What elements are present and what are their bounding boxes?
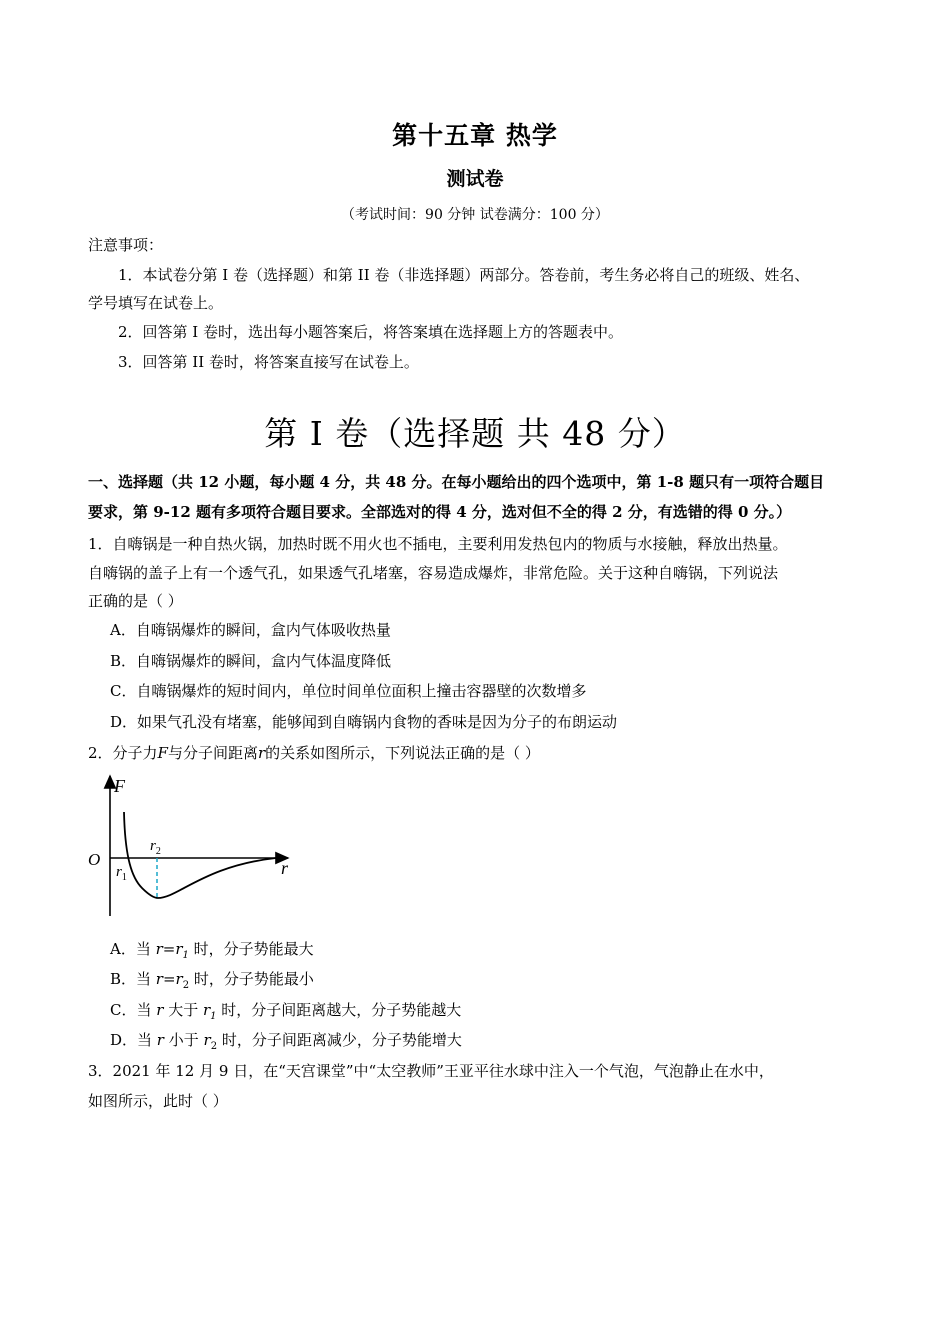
y-axis-label: F xyxy=(114,776,125,796)
chapter-title: 第十五章 热学 xyxy=(392,121,558,150)
note-item: 3．回答第 II 卷时，将答案直接写在试卷上。 xyxy=(118,353,419,371)
note-item: 学号填写在试卷上。 xyxy=(88,294,224,312)
q2-stem: 2．分子力F与分子间距离r的关系如图所示，下列说法正确的是（ ） xyxy=(88,744,540,762)
q2-option-b: B．当 $r=r_2$ 时，分子势能最小 xyxy=(110,970,314,991)
q1-option-c: C．自嗨锅爆炸的短时间内，单位时间单位面积上撞击容器壁的次数增多 xyxy=(110,682,587,700)
q3-stem: 如图所示，此时（ ） xyxy=(88,1092,228,1110)
q1-option-d: D．如果气孔没有堵塞，能够闻到自嗨锅内食物的香味是因为分子的布朗运动 xyxy=(110,713,618,731)
section-instructions: 一、选择题（共 12 小题，每小题 4 分，共 48 分。在每小题给出的四个选项中，第 1-8 题只有一项符合题目 xyxy=(88,473,825,491)
x-axis-label: r xyxy=(281,858,289,878)
note-item: 1．本试卷分第 I 卷（选择题）和第 II 卷（非选择题）两部分。答卷前，考生务必将自己的班级、姓名、 xyxy=(118,266,810,284)
origin-label: O xyxy=(88,850,101,869)
test-subtitle: 测试卷 xyxy=(446,168,504,190)
q2-option-d: D．当 r 小于 $r_2$ 时，分子间距离减少，分子势能增大 xyxy=(110,1031,462,1052)
force-curve xyxy=(124,812,276,898)
r2-label: $r_2$ xyxy=(150,838,161,857)
q1-stem: 正确的是（ ） xyxy=(88,592,183,610)
q1-stem: 自嗨锅的盖子上有一个透气孔，如果透气孔堵塞，容易造成爆炸，非常危险。关于这种自嗨锅，下列说法 xyxy=(88,564,779,582)
q3-stem: 3．2021 年 12 月 9 日，在“天宫课堂”中“太空教师”王亚平往水球中注入一个气泡，气泡静止在水中， xyxy=(88,1062,774,1080)
section-instructions: 要求，第 9-12 题有多项符合题目要求。全部选对的得 4 分，选对但不全的得 2 分，有选错的得 0 分。） xyxy=(88,503,792,521)
notes-heading: 注意事项： xyxy=(88,236,164,254)
q1-option-b: B．自嗨锅爆炸的瞬间，盒内气体温度降低 xyxy=(110,652,392,670)
q1-stem: 1．自嗨锅是一种自热火锅，加热时既不用火也不插电，主要利用发热包内的物质与水接触，释放出热量。 xyxy=(88,535,788,553)
q1-option-a: A．自嗨锅爆炸的瞬间，盒内气体吸收热量 xyxy=(110,621,391,639)
force-distance-graph xyxy=(86,770,306,920)
section-title: 第 I 卷（选择题 共 48 分） xyxy=(264,414,686,453)
note-item: 2．回答第 I 卷时，选出每小题答案后，将答案填在选择题上方的答题表中。 xyxy=(118,323,624,341)
q2-option-a: A．当 $r=r_1$ 时，分子势能最大 xyxy=(110,940,314,961)
exam-info: （考试时间：90 分钟 试卷满分：100 分） xyxy=(341,207,609,223)
r1-label: $r_1$ xyxy=(116,864,127,883)
q2-option-c: C．当 r 大于 $r_1$ 时，分子间距离越大，分子势能越大 xyxy=(110,1001,462,1022)
